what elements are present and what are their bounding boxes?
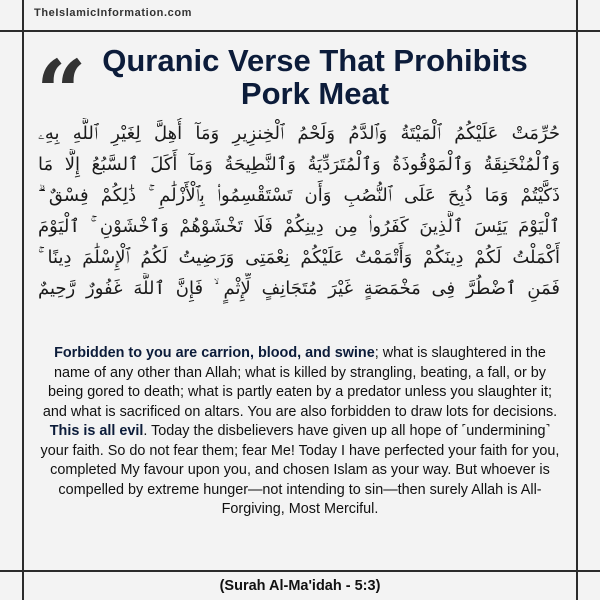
arabic-line: وَٱلْمُنْخَنِقَةُ وَٱلْمَوْقُوذَةُ وَٱلْمُتَرَدِّيَةُ وَٱلنَّطِيحَةُ وَمَآ أَكَلَ ٱلسَّبُعُ إِلَّا مَا bbox=[38, 154, 560, 175]
frame-left-line bbox=[22, 0, 24, 600]
arabic-line: ٱلْيَوْمَ يَئِسَ ٱلَّذِينَ كَفَرُوا۟ مِن دِينِكُمْ فَلَا تَخْشَوْهُمْ وَٱخْشَوْنِ ۚ ٱلْيَوْمَ bbox=[38, 216, 560, 237]
frame-top-line bbox=[0, 30, 600, 32]
arabic-line: حُرِّمَتْ عَلَيْكُمُ ٱلْمَيْتَةُ وَٱلدَّمُ وَلَحْمُ ٱلْخِنزِيرِ وَمَآ أُهِلَّ لِغَيْرِ ٱللَّهِ بِهِۦ bbox=[38, 123, 560, 144]
verse-reference: (Surah Al-Ma'idah - 5:3) bbox=[219, 578, 381, 594]
frame-right-line bbox=[576, 0, 578, 600]
translation-highlight: Forbidden to you are carrion, blood, and swine bbox=[54, 345, 375, 361]
translation-highlight: This is all evil bbox=[49, 423, 144, 439]
english-translation bbox=[38, 344, 562, 520]
arabic-line: فَمَنِ ٱضْطُرَّ فِى مَخْمَصَةٍ غَيْرَ مُتَجَانِفٍ لِّإِثْمٍ ۙ فَإِنَّ ٱللَّهَ غَفُورٌ رَّحِيمٌ bbox=[38, 278, 560, 299]
arabic-line: أَكْمَلْتُ لَكُمْ دِينَكُمْ وَأَتْمَمْتُ عَلَيْكُمْ نِعْمَتِى وَرَضِيتُ لَكُمُ ٱلْإِسْلَٰمَ دِينًا ۚ bbox=[38, 247, 560, 268]
site-name: TheIslamicInformation.com bbox=[34, 7, 193, 19]
arabic-verse bbox=[38, 118, 560, 304]
page-title: Quranic Verse That Prohibits Pork Meat bbox=[102, 43, 528, 111]
translation-text: . Today the disbelievers have given up all hope of ˹undermining˺ your faith. So do not fear them; fear Me! Today I have perfected your faith for you, completed My favour upon you, and chosen Islam as your way. But whoever is compelled by extreme hunger—not intending to sin—then surely Allah is All-Forgiving, Most Merciful. bbox=[40, 423, 560, 517]
translation-text: ; what is slaughtered in the name of any other than Allah; what is killed by strangling, beating, a fall, or by being gored to death; what is partly eaten by a predator unless you slaughter it; and what is sacrificed on altars. You are also forbidden to draw lots for decisions. bbox=[42, 345, 558, 420]
quote-mark-icon: “ bbox=[36, 40, 87, 144]
arabic-line: ذَكَّيْتُمْ وَمَا ذُبِحَ عَلَى ٱلنُّصُبِ وَأَن تَسْتَقْسِمُوا۟ بِٱلْأَزْلَٰمِ ۚ ذَٰلِكُمْ فِسْقٌ ۗ bbox=[38, 185, 560, 206]
